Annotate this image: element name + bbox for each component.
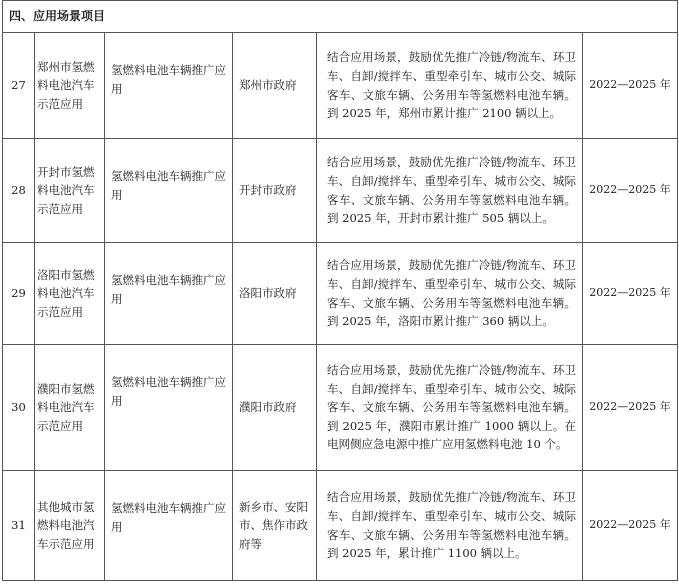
section-header-row [3,1,678,33]
row-number: 31 [3,471,35,581]
time-period: 2022—2025 年 [583,243,678,345]
row-number: 30 [3,345,35,471]
demo-name: 洛阳市氢燃料电池汽车示范应用 [35,243,105,345]
project-content: 结合应用场景，鼓励优先推广冷链/物流车、环卫车、自卸/搅拌车、重型牵引车、城市公交、城际客车、文旅车辆、公务用车等氢燃料电池车辆。到 2025 年，濮阳市累计推广 1000 辆以上。在电网侧应急电源中推广应用氢燃料电池 10 个。 [317,345,583,471]
table-row [3,139,678,243]
project-content: 结合应用场景，鼓励优先推广冷链/物流车、环卫车、自卸/搅拌车、重型牵引车、城市公交、城际客车、文旅车辆、公务用车等氢燃料电池车辆。到 2025 年，开封市累计推广 505 辆以上。 [317,139,583,243]
section-title: 四、应用场景项目 [3,1,678,33]
responsible-dept: 开封市政府 [233,139,317,243]
time-period: 2022—2025 年 [583,471,678,581]
project-name: 氢燃料电池车辆推广应用 [105,471,233,581]
project-name: 氢燃料电池车辆推广应用 [105,139,233,243]
time-period: 2022—2025 年 [583,139,678,243]
row-number: 28 [3,139,35,243]
table-row [3,471,678,581]
projects-table [2,0,678,581]
table-row [3,345,678,471]
project-name: 氢燃料电池车辆推广应用 [105,33,233,139]
demo-name: 郑州市氢燃料电池汽车示范应用 [35,33,105,139]
table-row [3,33,678,139]
project-content: 结合应用场景，鼓励优先推广冷链/物流车、环卫车、自卸/搅拌车、重型牵引车、城市公交、城际客车、文旅车辆、公务用车等氢燃料电池车辆。到 2025 年，累计推广 1100 辆以上。 [317,471,583,581]
demo-name: 其他城市氢燃料电池汽车示范应用 [35,471,105,581]
time-period: 2022—2025 年 [583,33,678,139]
row-number: 27 [3,33,35,139]
responsible-dept: 洛阳市政府 [233,243,317,345]
time-period: 2022—2025 年 [583,345,678,471]
row-number: 29 [3,243,35,345]
project-content: 结合应用场景，鼓励优先推广冷链/物流车、环卫车、自卸/搅拌车、重型牵引车、城市公交、城际客车、文旅车辆、公务用车等氢燃料电池车辆。到 2025 年，洛阳市累计推广 360 辆以上。 [317,243,583,345]
responsible-dept: 郑州市政府 [233,33,317,139]
demo-name: 开封市氢燃料电池汽车示范应用 [35,139,105,243]
responsible-dept: 濮阳市政府 [233,345,317,471]
project-name: 氢燃料电池车辆推广应用 [105,345,233,471]
project-content: 结合应用场景，鼓励优先推广冷链/物流车、环卫车、自卸/搅拌车、重型牵引车、城市公交、城际客车、文旅车辆、公务用车等氢燃料电池车辆。到 2025 年，郑州市累计推广 2100 辆以上。 [317,33,583,139]
demo-name: 濮阳市氢燃料电池汽车示范应用 [35,345,105,471]
responsible-dept: 新乡市、安阳市、焦作市政府等 [233,471,317,581]
project-name: 氢燃料电池车辆推广应用 [105,243,233,345]
table-row [3,243,678,345]
